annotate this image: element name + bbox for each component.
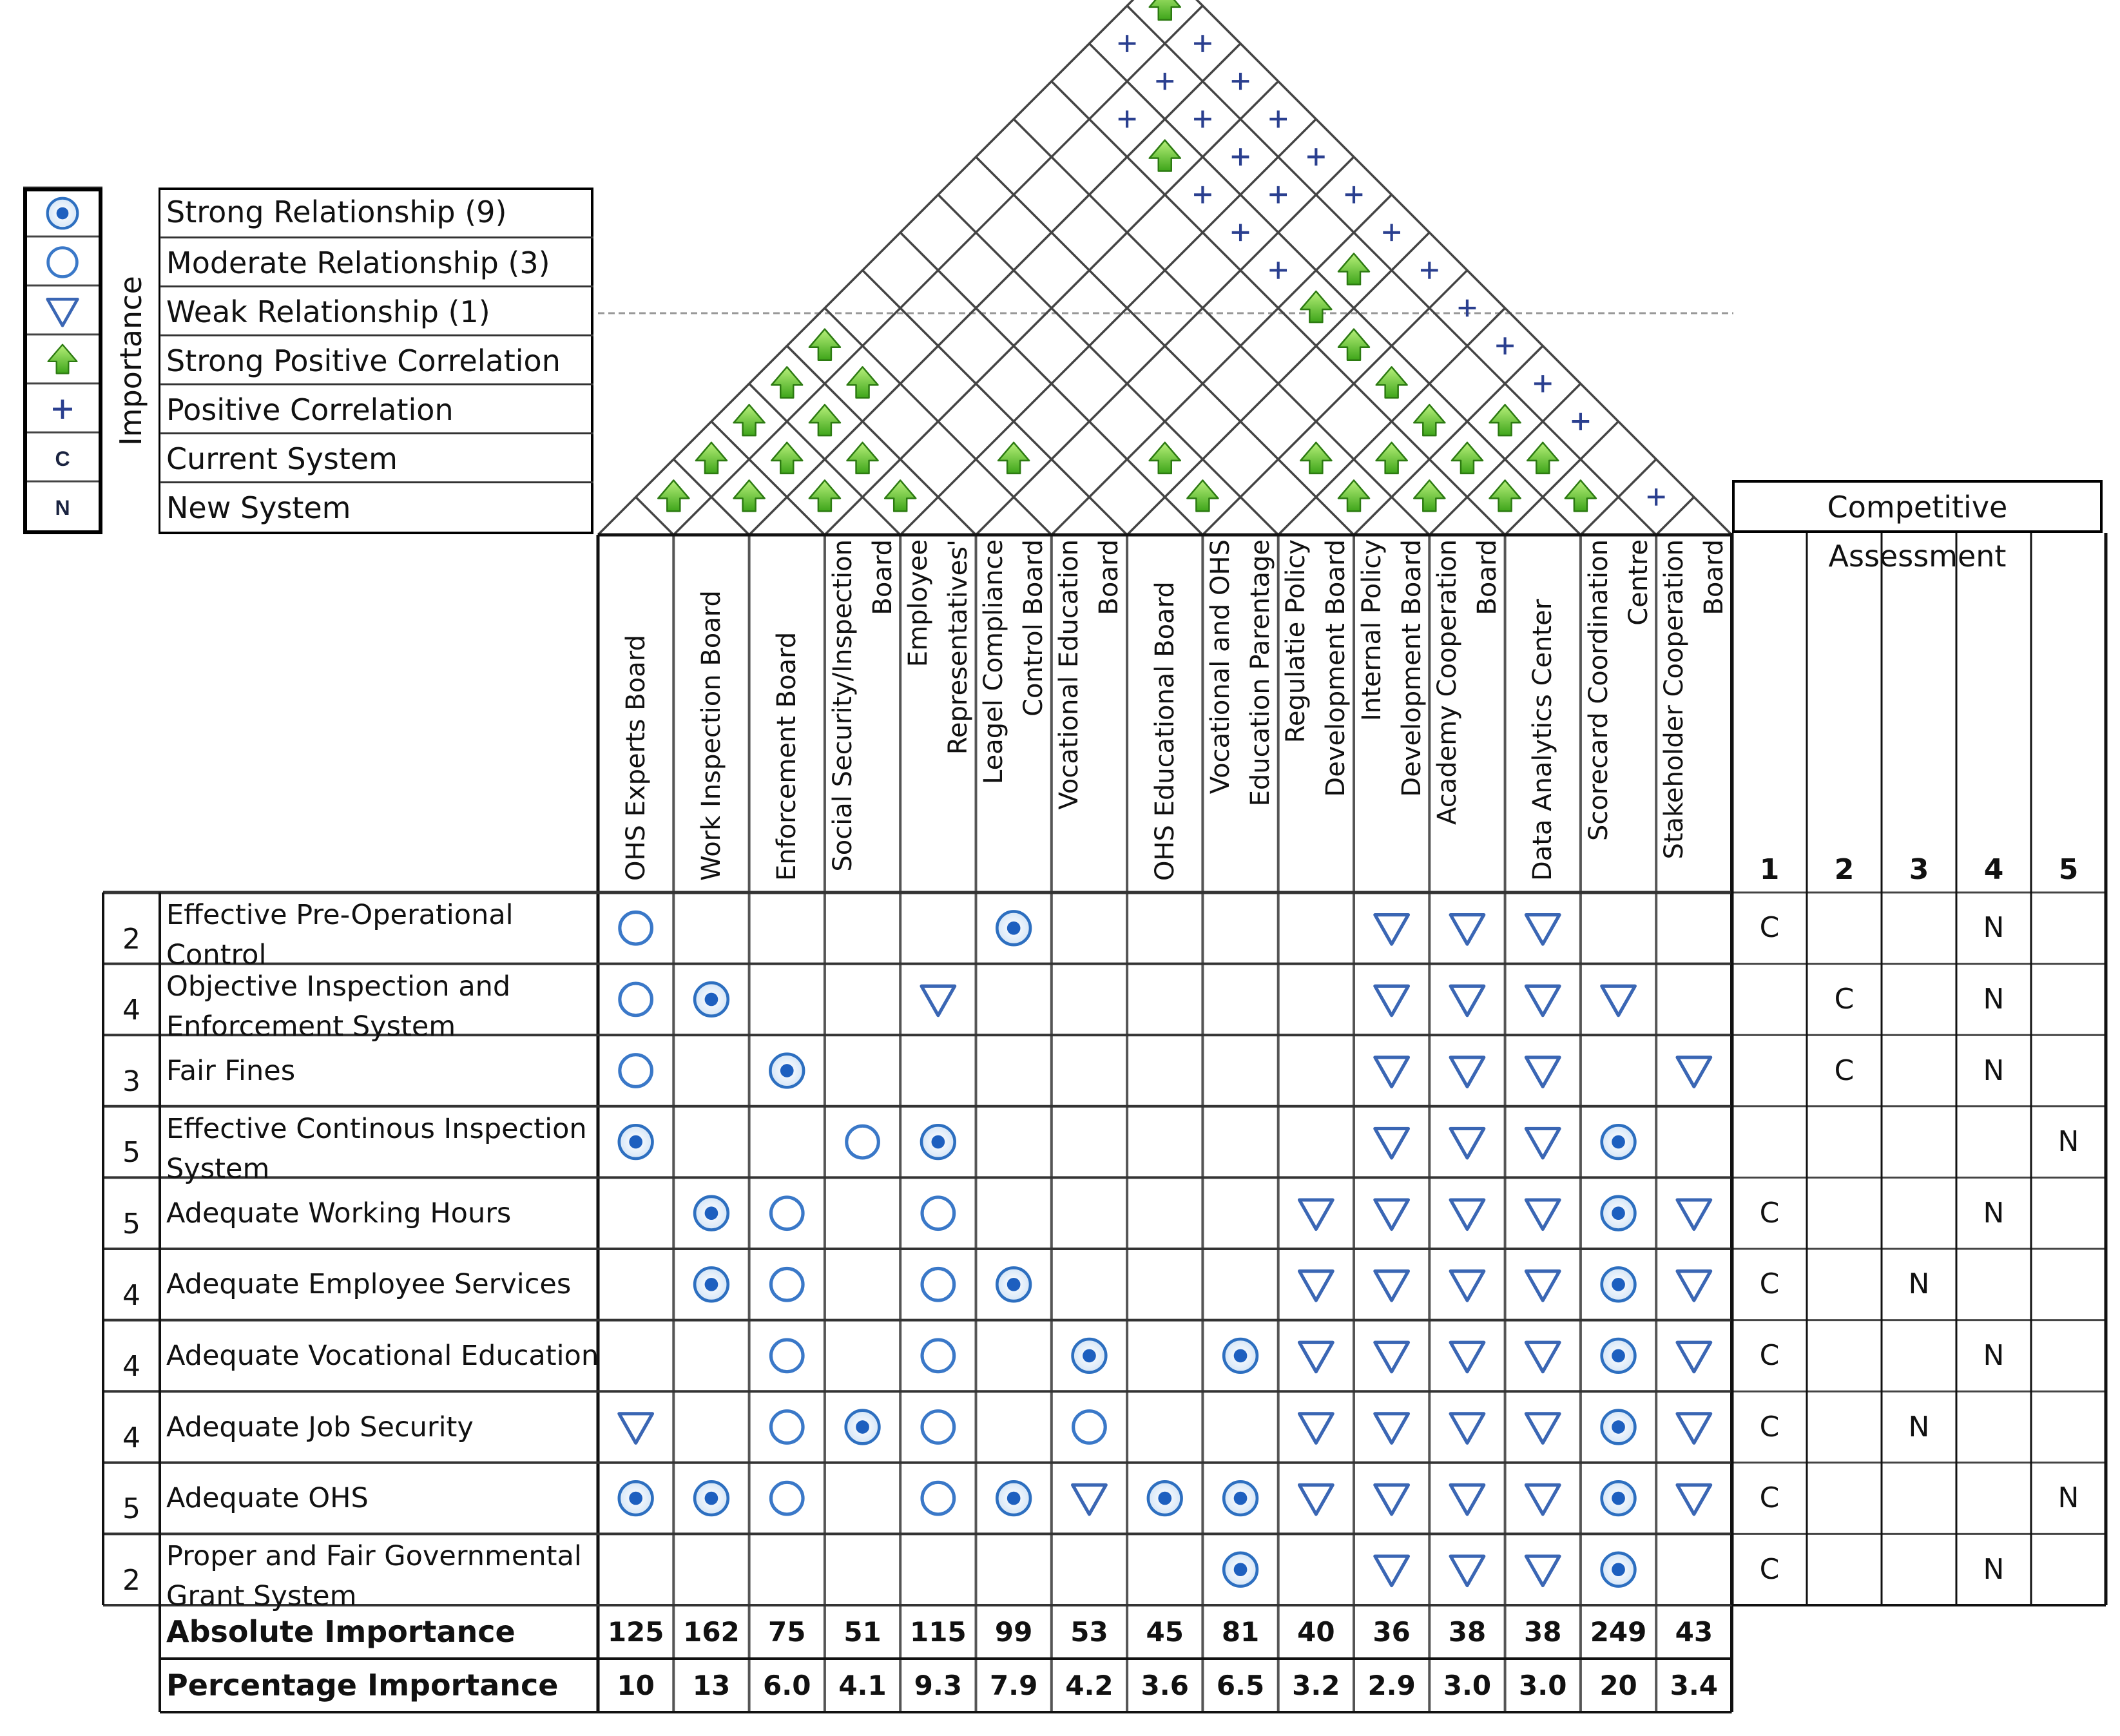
positive-plus-icon: [1534, 375, 1552, 392]
strong-positive-arrow-icon: [1150, 443, 1180, 474]
positive-plus-icon: [1496, 337, 1514, 354]
percentage-importance-value: 2.9: [1367, 1670, 1416, 1701]
strong-relationship-icon: [1602, 1481, 1635, 1515]
legend-item: Moderate Relationship (3): [160, 236, 593, 285]
weak-relationship-icon: [1677, 1271, 1711, 1300]
column-header-label: Academy Cooperation Board: [1432, 539, 1502, 825]
absolute-importance-value: 36: [1373, 1616, 1411, 1648]
weak-relationship-icon: [1375, 1556, 1409, 1585]
strong-positive-arrow-icon: [1187, 480, 1218, 511]
strong-positive-arrow-icon: [1338, 329, 1369, 360]
roof-line: [787, 346, 976, 535]
strong-positive-arrow-icon: [809, 329, 840, 360]
strong-positive-arrow-icon: [885, 480, 916, 511]
strong-positive-arrow-icon: [1490, 405, 1521, 436]
column-header-label: Enforcement Board: [772, 632, 802, 881]
weak-relationship-icon: [1375, 1485, 1409, 1514]
ca-mark: N: [1983, 1196, 2005, 1230]
strong-relationship-icon: [619, 1481, 653, 1515]
absolute-importance-value: 40: [1297, 1616, 1335, 1648]
ca-mark: C: [1834, 1054, 1855, 1087]
row-importance: 4: [122, 994, 140, 1027]
ca-mark: N: [1908, 1410, 1930, 1443]
weak-relationship-icon: [1526, 1200, 1559, 1229]
column-header: [1505, 535, 1581, 892]
weak-relationship-icon: [1677, 1414, 1711, 1443]
column-header-label: Social Security/Inspection Board: [827, 539, 898, 872]
positive-plus-icon: [1119, 35, 1136, 52]
percentage-importance-value: 3.2: [1292, 1670, 1340, 1701]
absolute-importance-value: 81: [1221, 1616, 1260, 1648]
strong-relationship-icon: [846, 1411, 880, 1444]
percentage-importance-label: Percentage Importance: [166, 1668, 559, 1702]
column-header: [1581, 535, 1656, 892]
strong-relationship-icon: [1224, 1339, 1257, 1373]
positive-plus-icon: [1232, 224, 1249, 241]
weak-relationship-icon: [1073, 1485, 1106, 1514]
row-requirement: Adequate OHS: [166, 1482, 369, 1515]
row-importance: 5: [122, 1492, 140, 1526]
weak-relationship-icon: [1375, 986, 1409, 1015]
weak-relationship-icon: [1677, 1200, 1711, 1229]
positive-plus-icon: [1269, 186, 1287, 204]
row-requirement: Adequate Employee Services: [166, 1268, 572, 1301]
strong-relationship-icon: [695, 1197, 728, 1230]
ca-mark: C: [1759, 911, 1780, 945]
ca-mark: N: [1983, 1054, 2005, 1087]
roof-line: [1165, 0, 1732, 535]
moderate-relationship-icon: [922, 1197, 954, 1230]
weak-relationship-icon: [1375, 1128, 1409, 1157]
strong-positive-arrow-icon: [1414, 480, 1445, 511]
strong-positive-arrow-icon: [1300, 291, 1331, 322]
ca-scale-number: 1: [1759, 853, 1780, 886]
weak-relationship-icon: [1375, 1057, 1409, 1086]
strong-positive-arrow-icon: [771, 443, 802, 474]
positive-plus-icon: [1269, 111, 1287, 128]
positive-plus-icon: [1648, 488, 1665, 506]
absolute-importance-value: 115: [910, 1616, 967, 1648]
roof-line: [711, 421, 825, 535]
roof-line: [1354, 346, 1543, 535]
strong-positive-arrow-icon: [1338, 253, 1369, 284]
weak-relationship-icon: [1450, 1414, 1484, 1443]
ca-mark: C: [1759, 1338, 1780, 1372]
roof-line: [1505, 421, 1619, 535]
strong-positive-arrow-icon: [998, 443, 1029, 474]
roof-line: [938, 195, 1278, 535]
column-header-label: Leagel Compliance Control Board: [979, 539, 1049, 784]
column-header-label: Data Analytics Center: [1528, 599, 1558, 881]
percentage-importance-value: 13: [692, 1670, 731, 1701]
row-requirement: Effective Pre-Operational Control: [166, 899, 514, 971]
weak-relationship-icon: [1526, 1414, 1559, 1443]
ca-scale-number: 5: [2058, 853, 2079, 886]
weak-relationship-icon: [1375, 1271, 1409, 1300]
moderate-relationship-icon: [922, 1269, 954, 1301]
weak-relationship-icon: [1450, 1128, 1484, 1157]
positive-plus-icon: [1156, 73, 1173, 90]
row-requirement: Adequate Working Hours: [166, 1197, 512, 1230]
row-importance: 2: [122, 1564, 140, 1597]
weak-relationship-icon: [1300, 1414, 1333, 1443]
percentage-importance-value: 3.0: [1443, 1670, 1492, 1701]
row-requirement: Effective Continous Inspection System: [166, 1112, 587, 1185]
ca-mark: N: [1983, 982, 2005, 1016]
weak-relationship-icon: [1450, 1556, 1484, 1585]
strong-relationship-icon: [1602, 1125, 1635, 1159]
absolute-importance-value: 45: [1146, 1616, 1184, 1648]
strong-relationship-icon: [1602, 1339, 1635, 1373]
strong-positive-arrow-icon: [1338, 480, 1369, 511]
absolute-importance-value: 38: [1448, 1616, 1487, 1648]
positive-plus-icon: [1459, 300, 1476, 317]
moderate-relationship-icon: [771, 1482, 803, 1514]
legend-item: Current System: [160, 432, 593, 481]
weak-relationship-icon: [1450, 986, 1484, 1015]
roof-line: [1052, 195, 1392, 535]
strong-relationship-icon: [1224, 1553, 1257, 1587]
ca-mark: N: [1983, 1338, 2005, 1372]
weak-relationship-icon: [1526, 1271, 1559, 1300]
weak-relationship-icon: [1375, 1414, 1409, 1443]
weak-relationship-icon: [1450, 915, 1484, 944]
percentage-importance-value: 6.0: [763, 1670, 811, 1701]
ca-mark: C: [1759, 1410, 1780, 1443]
legend-N-label-icon: N: [55, 496, 70, 519]
ca-mark: N: [2057, 1481, 2079, 1515]
legend-importance-label: Importance: [113, 276, 148, 446]
strong-positive-arrow-icon: [1376, 367, 1407, 398]
strong-relationship-icon: [1224, 1481, 1257, 1515]
row-importance: 3: [122, 1065, 140, 1098]
moderate-relationship-icon: [922, 1482, 954, 1514]
ca-scale-number: 2: [1834, 853, 1855, 886]
weak-relationship-icon: [1375, 1342, 1409, 1371]
strong-positive-arrow-icon: [1452, 443, 1483, 474]
absolute-importance-value: 99: [994, 1616, 1033, 1648]
column-header-label: Scorecard Coordination Centre: [1583, 539, 1653, 841]
positive-plus-icon: [1307, 148, 1325, 166]
moderate-relationship-icon: [771, 1197, 803, 1230]
strong-relationship-icon: [997, 1481, 1030, 1515]
ca-mark: C: [1759, 1481, 1780, 1515]
column-header-label: OHS Experts Board: [621, 635, 651, 881]
absolute-importance-value: 53: [1070, 1616, 1108, 1648]
column-header: [1429, 535, 1505, 892]
column-header-label: Internal Policy Development Board: [1356, 539, 1427, 797]
strong-positive-arrow-icon: [696, 443, 727, 474]
column-header: [825, 535, 900, 892]
competitive-assessment-title: Competitive Assessment: [1732, 480, 2103, 533]
legend-item: New System: [160, 481, 593, 530]
weak-relationship-icon: [1602, 986, 1635, 1015]
column-header-label: Work Inspection Board: [696, 590, 726, 881]
strong-positive-arrow-icon: [809, 480, 840, 511]
strong-positive-arrow-icon: [1527, 443, 1558, 474]
legend-item: Weak Relationship (1): [160, 285, 593, 334]
moderate-relationship-icon: [922, 1411, 954, 1443]
weak-relationship-icon: [1526, 1057, 1559, 1086]
row-requirement: Objective Inspection and Enforcement System: [166, 970, 511, 1043]
positive-plus-icon: [1345, 186, 1363, 204]
row-importance: 5: [122, 1136, 140, 1170]
strong-positive-arrow-icon: [771, 367, 802, 398]
weak-relationship-icon: [1450, 1485, 1484, 1514]
column-header: [1354, 535, 1429, 892]
absolute-importance-value: 51: [843, 1616, 882, 1648]
percentage-importance-value: 10: [617, 1670, 655, 1701]
roof-line: [1656, 497, 1694, 535]
weak-relationship-icon: [1677, 1057, 1711, 1086]
strong-positive-arrow-icon: [1376, 443, 1407, 474]
row-importance: 4: [122, 1350, 140, 1384]
column-header-label: Vocational Education Board: [1054, 539, 1124, 810]
positive-plus-icon: [1269, 262, 1287, 279]
positive-plus-icon: [1232, 148, 1249, 166]
strong-relationship-icon: [695, 1268, 728, 1301]
weak-relationship-icon: [1300, 1485, 1333, 1514]
column-header: [1127, 535, 1202, 892]
row-requirement: Proper and Fair Governmental Grant System: [166, 1540, 582, 1613]
weak-relationship-icon: [921, 986, 955, 1015]
column-header: [598, 535, 673, 892]
percentage-importance-value: 7.9: [989, 1670, 1038, 1701]
ca-mark: C: [1759, 1268, 1780, 1301]
weak-relationship-icon: [619, 1414, 653, 1443]
strong-positive-arrow-icon: [1150, 140, 1180, 171]
strong-relationship-icon: [695, 983, 728, 1016]
moderate-relationship-icon: [1074, 1411, 1106, 1443]
positive-plus-icon: [1119, 111, 1136, 128]
absolute-importance-value: 249: [1590, 1616, 1647, 1648]
absolute-importance-value: 125: [607, 1616, 664, 1648]
row-importance: 2: [122, 922, 140, 956]
percentage-importance-value: 20: [1599, 1670, 1637, 1701]
strong-relationship-icon: [997, 911, 1030, 945]
weak-relationship-icon: [1677, 1485, 1711, 1514]
column-header-label: Stakeholder Cooperation Board: [1659, 539, 1729, 860]
strong-positive-arrow-icon: [1490, 480, 1521, 511]
strong-relationship-icon: [1148, 1481, 1182, 1515]
strong-relationship-icon: [997, 1268, 1030, 1301]
strong-positive-arrow-icon: [1150, 0, 1180, 20]
weak-relationship-icon: [1677, 1342, 1711, 1371]
percentage-importance-value: 3.6: [1141, 1670, 1189, 1701]
percentage-importance-value: 9.3: [914, 1670, 963, 1701]
ca-mark: C: [1834, 982, 1855, 1016]
legend-C-label-icon: C: [55, 447, 70, 470]
strong-positive-arrow-icon: [734, 480, 765, 511]
weak-relationship-icon: [1300, 1342, 1333, 1371]
strong-relationship-icon: [1602, 1197, 1635, 1230]
percentage-importance-value: 3.4: [1670, 1670, 1719, 1701]
ca-scale-number: 3: [1909, 853, 1929, 886]
column-header: [673, 535, 749, 892]
weak-relationship-icon: [1450, 1200, 1484, 1229]
ca-mark: N: [1983, 1552, 2005, 1586]
row-importance: 5: [122, 1208, 140, 1240]
roof-line: [900, 119, 1316, 535]
percentage-importance-value: 4.2: [1065, 1670, 1113, 1701]
moderate-relationship-icon: [771, 1340, 803, 1372]
moderate-relationship-icon: [620, 912, 652, 945]
weak-relationship-icon: [1300, 1200, 1333, 1229]
legend-item: Strong Relationship (9): [166, 195, 507, 229]
weak-relationship-icon: [1450, 1342, 1484, 1371]
strong-relationship-icon: [770, 1054, 804, 1088]
column-header: [976, 535, 1052, 892]
strong-positive-arrow-icon: [847, 367, 878, 398]
percentage-importance-value: 4.1: [838, 1670, 887, 1701]
strong-positive-arrow-icon: [1414, 405, 1445, 436]
weak-relationship-icon: [1300, 1271, 1333, 1300]
legend-item: Strong Positive Correlation: [160, 334, 593, 383]
legend-item: Positive Correlation: [160, 383, 593, 432]
roof-correlation-marks: [658, 0, 1664, 511]
row-requirement: Adequate Job Security: [166, 1411, 474, 1443]
roof-line: [1014, 119, 1429, 535]
moderate-relationship-icon: [922, 1340, 954, 1372]
roof-line: [598, 0, 1165, 535]
row-requirement: Adequate Vocational Education: [166, 1339, 599, 1372]
positive-plus-icon: [1194, 186, 1211, 204]
moderate-relationship-icon: [847, 1126, 879, 1158]
weak-relationship-icon: [1526, 1342, 1559, 1371]
weak-relationship-icon: [1526, 986, 1559, 1015]
strong-relationship-icon: [1602, 1553, 1635, 1587]
weak-relationship-icon: [1526, 1485, 1559, 1514]
strong-relationship-icon: [1602, 1411, 1635, 1444]
weak-relationship-icon: [1375, 915, 1409, 944]
weak-relationship-icon: [1526, 1556, 1559, 1585]
strong-relationship-icon: [1073, 1339, 1106, 1373]
ca-mark: C: [1759, 1196, 1780, 1230]
column-header: [1202, 535, 1278, 892]
ca-mark: C: [1759, 1552, 1780, 1586]
strong-relationship-icon: [619, 1125, 653, 1159]
positive-plus-icon: [1572, 413, 1590, 430]
strong-relationship-icon: [695, 1481, 728, 1515]
strong-relationship-icon: [1602, 1268, 1635, 1301]
strong-positive-arrow-icon: [1565, 480, 1596, 511]
weak-relationship-icon: [1450, 1271, 1484, 1300]
strong-positive-arrow-icon: [734, 405, 765, 436]
percentage-importance-value: 3.0: [1519, 1670, 1567, 1701]
column-header-label: Regulatie Policy Development Board: [1281, 539, 1351, 797]
row-importance: 4: [122, 1278, 140, 1312]
column-header-label: Employee Representatives': [903, 539, 973, 755]
ca-mark: N: [2057, 1125, 2079, 1159]
row-requirement: Fair Fines: [166, 1054, 296, 1087]
positive-plus-icon: [1232, 73, 1249, 90]
ca-scale-number: 4: [1983, 853, 2004, 886]
percentage-importance-value: 6.5: [1216, 1670, 1265, 1701]
strong-positive-arrow-icon: [847, 443, 878, 474]
column-header: [749, 535, 825, 892]
column-header: [1278, 535, 1354, 892]
weak-relationship-icon: [1526, 915, 1559, 944]
column-header: [900, 535, 976, 892]
column-header: [1656, 535, 1731, 892]
absolute-importance-value: 43: [1675, 1616, 1713, 1648]
strong-positive-arrow-icon: [1300, 443, 1331, 474]
positive-plus-icon: [1421, 262, 1438, 279]
weak-relationship-icon: [1375, 1200, 1409, 1229]
strong-positive-arrow-icon: [658, 480, 689, 511]
legend-symbol-frame: [23, 188, 102, 534]
moderate-relationship-icon: [771, 1411, 803, 1443]
column-header-label: Vocational and OHS Education Parentage: [1206, 539, 1276, 807]
absolute-importance-value: 75: [768, 1616, 806, 1648]
weak-relationship-icon: [1450, 1057, 1484, 1086]
positive-plus-icon: [1383, 224, 1400, 241]
ca-mark: N: [1908, 1268, 1930, 1301]
absolute-importance-label: Absolute Importance: [166, 1614, 516, 1649]
row-importance: 4: [122, 1421, 140, 1454]
strong-relationship-icon: [921, 1125, 955, 1159]
ca-mark: N: [1983, 911, 2005, 945]
absolute-importance-value: 38: [1524, 1616, 1562, 1648]
moderate-relationship-icon: [620, 983, 652, 1016]
strong-positive-arrow-icon: [809, 405, 840, 436]
absolute-importance-value: 162: [683, 1616, 740, 1648]
column-header-label: OHS Educational Board: [1150, 581, 1180, 881]
column-header: [1052, 535, 1127, 892]
moderate-relationship-icon: [620, 1055, 652, 1087]
weak-relationship-icon: [1526, 1128, 1559, 1157]
positive-plus-icon: [1194, 111, 1211, 128]
positive-plus-icon: [1194, 35, 1211, 52]
moderate-relationship-icon: [771, 1269, 803, 1301]
